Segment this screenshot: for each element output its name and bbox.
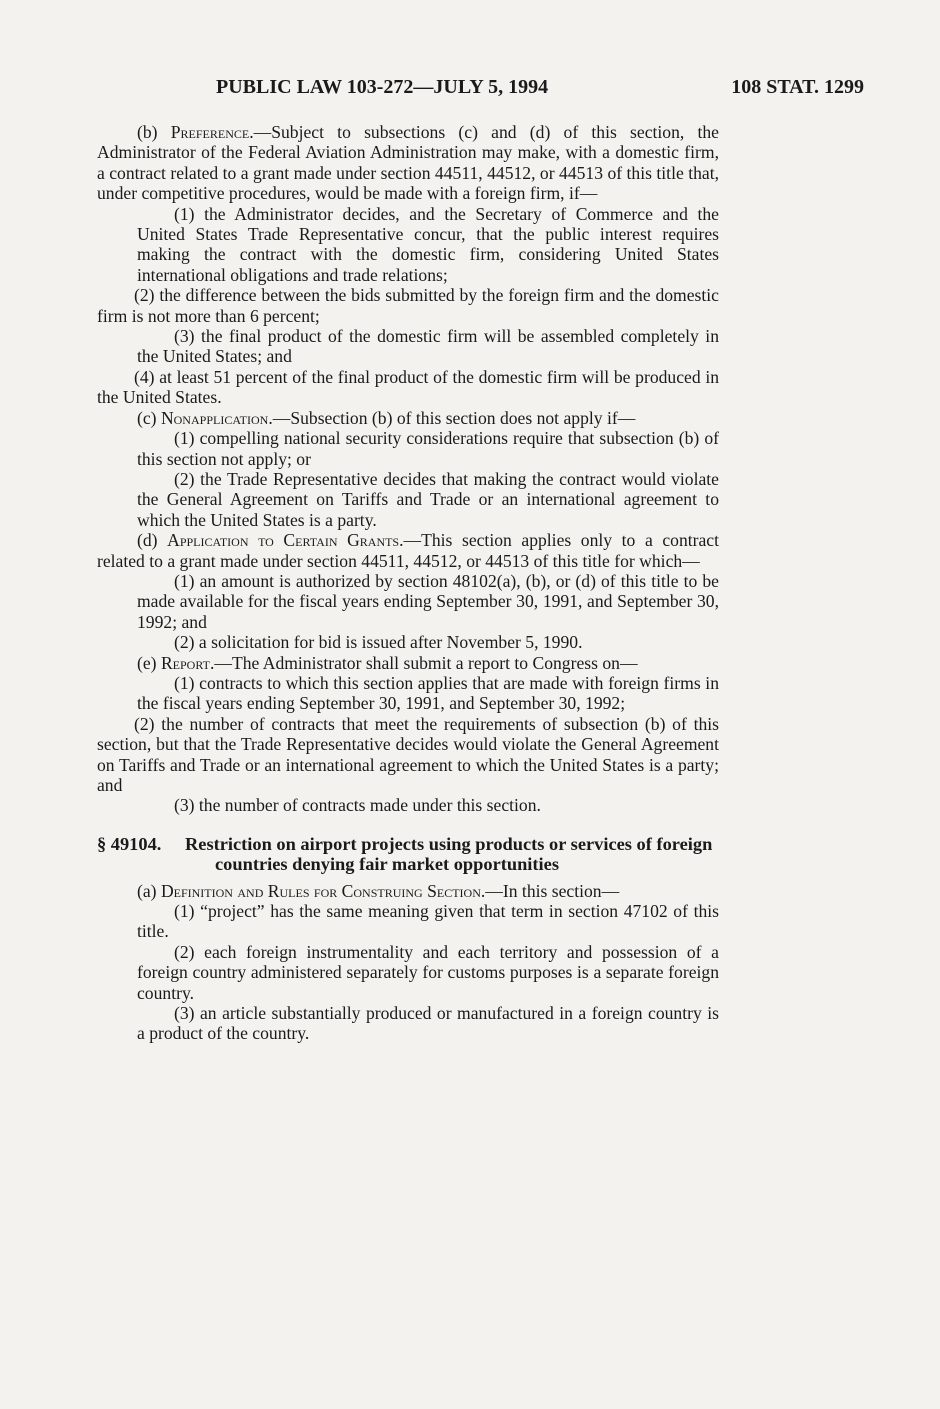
clause-b2: (2) the difference between the bids submitted by the foreign firm and the domestic firm is not more than 6 percent; — [97, 285, 719, 326]
subsection-heading: Nonapplication. — [160, 407, 273, 428]
section-number: § 49104. — [97, 833, 162, 854]
subsection-d: (d) Application to Certain Grants.—This section applies only to a contract related to a grant made under section 44511, 44512, or 44513 of this title for which— — [97, 530, 719, 571]
clause-b4: (4) at least 51 percent of the final product of the domestic firm will be produced in the United States. — [97, 366, 719, 408]
page-citation: 108 STAT. 1299 — [731, 76, 864, 98]
subsection-heading: Preference. — [170, 122, 254, 142]
clause-c2: (2) the Trade Representative decides that making the contract would violate the General Agreement on Tariffs and Trade or an international agreement to which the United States is a party. — [137, 468, 719, 530]
page-header — [96, 76, 864, 104]
subsection-heading: Report. — [160, 652, 215, 673]
subsection-heading: Definition and Rules for Construing Section. — [160, 880, 486, 901]
clause-c1: (1) compelling national security considerations require that subsection (b) of this section not apply; or — [137, 428, 719, 469]
body-text — [97, 122, 719, 1044]
running-head-title: PUBLIC LAW 103-272—JULY 5, 1994 — [216, 76, 549, 98]
subsection-a: (a) Definition and Rules for Construing Section.—In this section— — [137, 880, 620, 901]
clause-e1: (1) contracts to which this section applies that are made with foreign firms in the fiscal years ending September 30, 1991, and September 30, 1992; — [137, 672, 719, 714]
section-title: Restriction on airport projects using products or services of foreign countries denying fair market opportunities — [185, 833, 713, 875]
subsection-b: (b) Preference.—Subject to subsections (c) and (d) of this section, the Administrator of the Federal Aviation Administration may make, with a domestic firm, a contract related to a grant made under section 44511, 44512, or 44513 of this title that, under competitive procedures, would be made with a foreign firm, if— — [97, 122, 719, 204]
clause-d2: (2) a solicitation for bid is issued after November 5, 1990. — [174, 632, 583, 653]
clause-a1: (1) “project” has the same meaning given that term in section 47102 of this title. — [137, 901, 719, 942]
clause-b3: (3) the final product of the domestic firm will be assembled completely in the United States; and — [137, 326, 719, 367]
clause-e2: (2) the number of contracts that meet the requirements of subsection (b) of this section, but that the Trade Representative decides would violate the General Agreement on Tariffs and Trade or an international agreement to which the United States is a party; and — [97, 713, 719, 795]
subsection-heading: Application to Certain Grants. — [167, 530, 404, 551]
clause-a2: (2) each foreign instrumentality and each territory and possession of a foreign country administered separately for customs purposes is a separate foreign country. — [137, 941, 719, 1003]
section-heading-49104 — [97, 834, 719, 875]
clause-b1: (1) the Administrator decides, and the Secretary of Commerce and the United States Trade Representative concur, that the public interest requires making the contract with the domestic firm, considering United States international obligations and trade relations; — [137, 203, 719, 285]
clause-e3: (3) the number of contracts made under this section. — [174, 795, 541, 816]
clause-d1: (1) an amount is authorized by section 48102(a), (b), or (d) of this title to be made available for the fiscal years ending September 30, 1991, and September 30, 1992; and — [137, 570, 719, 632]
clause-a3: (3) an article substantially produced or manufactured in a foreign country is a product of the country. — [137, 1003, 719, 1044]
subsection-e: (e) Report.—The Administrator shall submit a report to Congress on— — [137, 652, 638, 673]
subsection-c: (c) Nonapplication.—Subsection (b) of this section does not apply if— — [137, 407, 636, 428]
